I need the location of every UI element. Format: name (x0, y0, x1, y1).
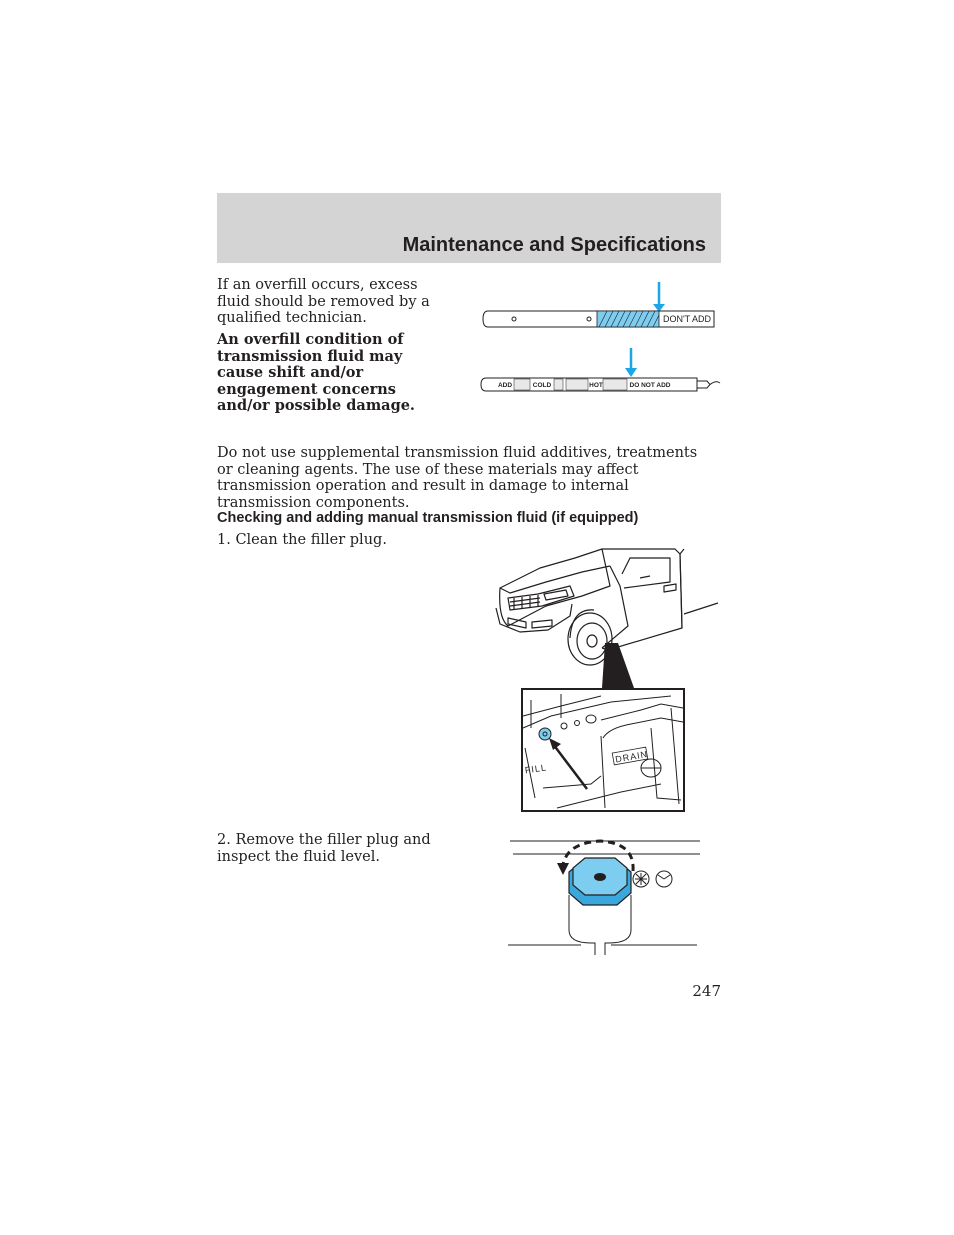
dipstick-add-label: ADD (497, 382, 513, 389)
dipstick-bottom (481, 348, 720, 391)
manual-transmission-heading: Checking and adding manual transmission fluid (if equipped) (217, 510, 639, 526)
dipstick-cold-label: COLD (532, 382, 552, 389)
dipstick-illustration (478, 280, 728, 400)
section-title: Maintenance and Specifications (402, 234, 706, 256)
section-header (217, 193, 721, 263)
additives-paragraph: Do not use supplemental transmission fluid additives, treatments or cleaning agents. The use of these materials may affect transmission operation and result in damage to internal transmission components. (217, 445, 698, 511)
filler-plug (569, 858, 631, 905)
overfill-paragraph: If an overfill occurs, excess fluid should be removed by a qualified technician. (217, 277, 430, 326)
remove-plug-illustration (505, 835, 705, 955)
callout-pointer (602, 643, 634, 688)
drain-label: DRAIN (614, 748, 649, 765)
step-1-text: 1. Clean the filler plug. (217, 532, 387, 548)
page-number: 247 (692, 982, 721, 1000)
dipstick-do-not-add-label: DO NOT ADD (629, 382, 671, 389)
step-2-text: 2. Remove the filler plug and inspect the fluid level. (217, 832, 431, 865)
dipstick-hot-label: HOT (589, 382, 603, 389)
dont-add-label: DON'T ADD (662, 314, 712, 324)
overfill-warning: An overfill condition of transmission fluid may cause shift and/or engagement concerns and/or possible damage. (217, 331, 415, 414)
dipstick-top (483, 282, 714, 327)
filler-plug-closeup (521, 688, 685, 812)
truck-illustration (490, 538, 720, 688)
fill-label: FILL (524, 762, 548, 776)
